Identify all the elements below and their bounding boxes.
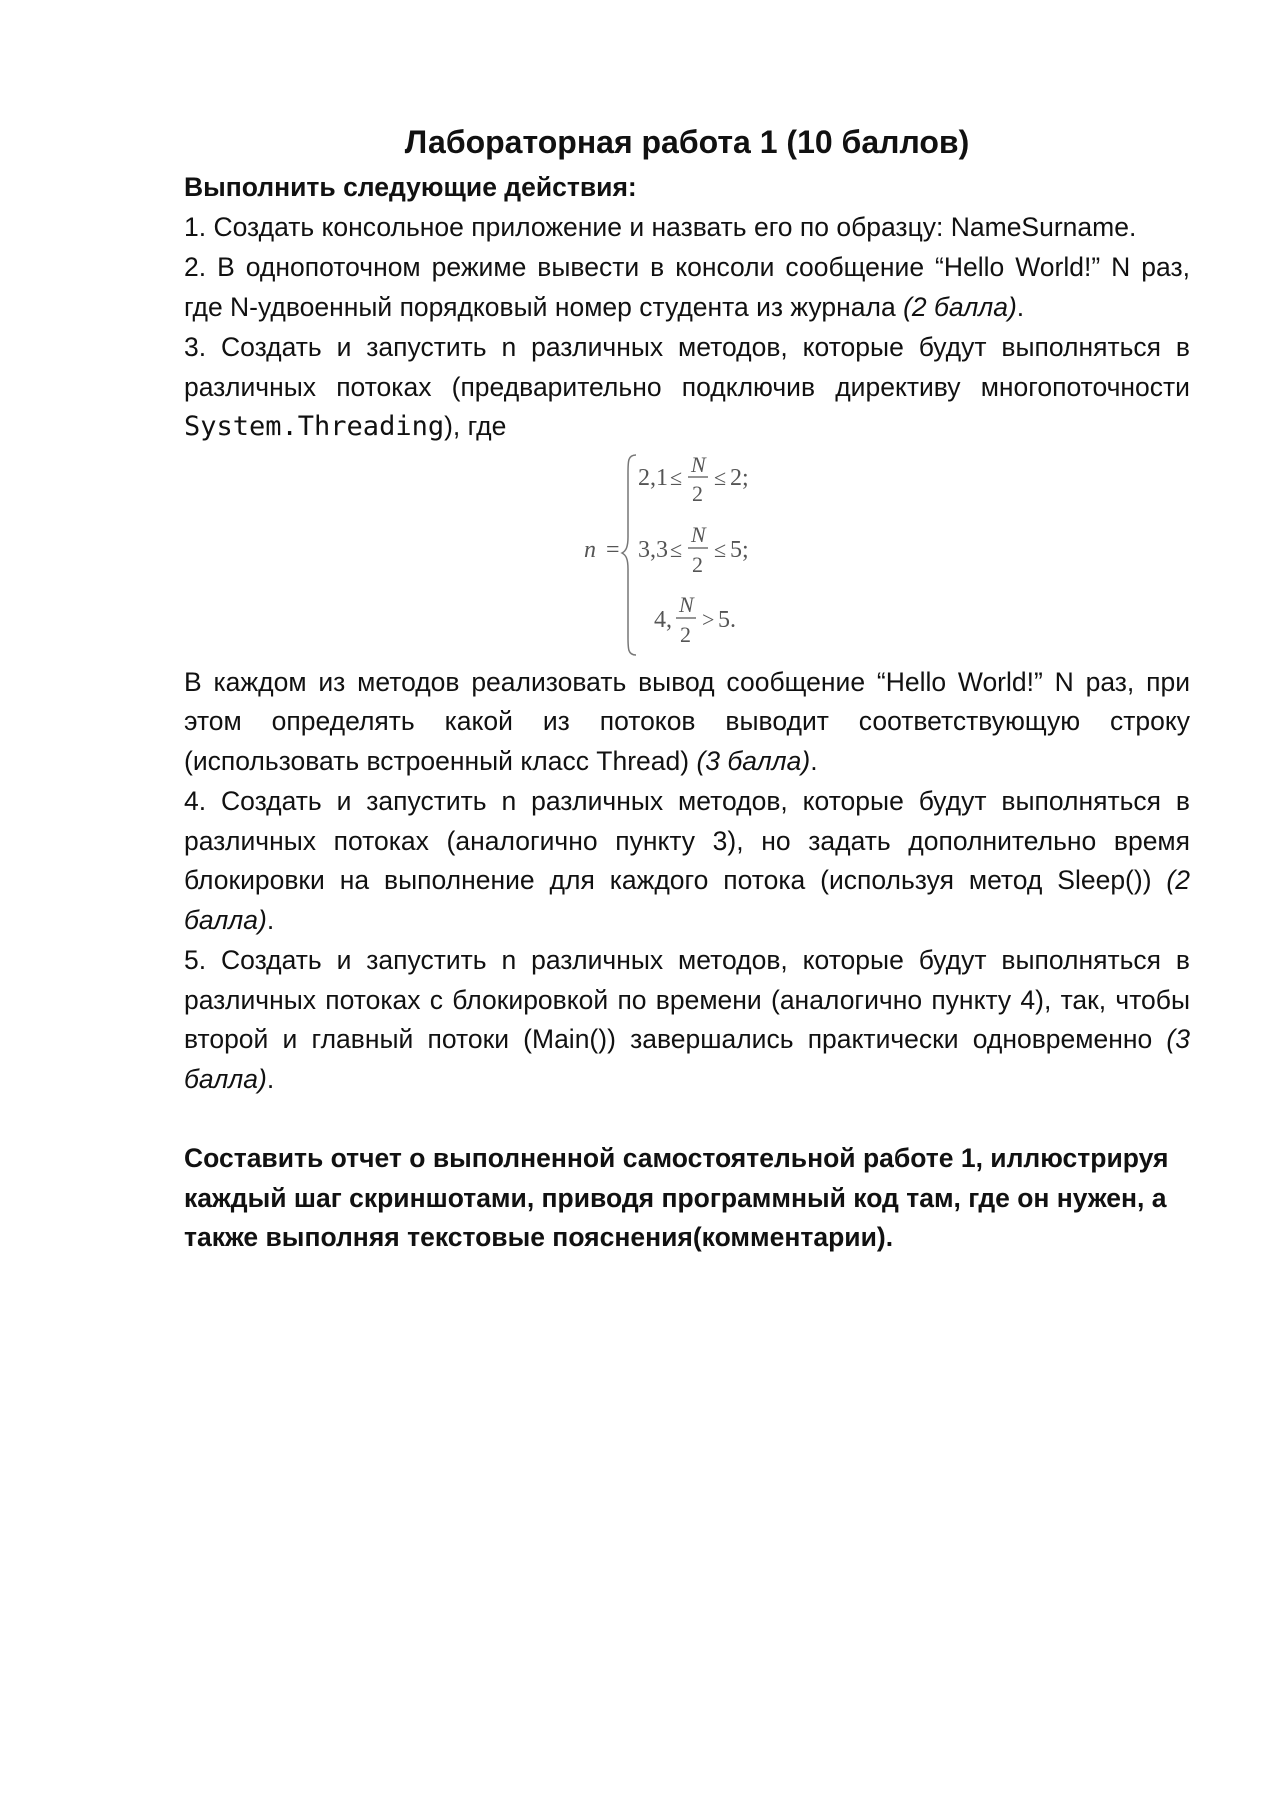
item-4-points: (2 балла) bbox=[184, 865, 1190, 935]
case3-rel2: > bbox=[702, 606, 715, 632]
case1-value: 2,1 bbox=[638, 464, 668, 491]
formula-graphic bbox=[584, 451, 784, 659]
case2-value: 3,3 bbox=[638, 536, 668, 563]
item-5-end: . bbox=[266, 1063, 275, 1094]
report-instructions bbox=[184, 1139, 1190, 1258]
item-4-end: . bbox=[266, 904, 275, 935]
case2-rel1: ≤ bbox=[670, 536, 683, 562]
item-1: 1. Создать консольное приложение и назвать его по образцу: NameSurname. bbox=[184, 211, 1137, 242]
item-3-detail bbox=[184, 663, 1190, 782]
item-3-detail-points: (3 балла) bbox=[696, 745, 811, 776]
item-5-text: 5. Создать и запустить n различных методов, которые будут выполняться в различных потоках с блокировкой по времени (аналогично пункту 4), так, чтобы второй и главный потоки (Main()) завершались практически одновременно bbox=[184, 945, 1190, 1054]
formula-eq: = bbox=[606, 536, 620, 563]
report-line-1: Составить отчет о выполненной самостоятельной работе 1, иллюстрируя bbox=[184, 1143, 1169, 1173]
formula-lhs: n bbox=[584, 536, 596, 563]
document-page bbox=[184, 122, 1190, 1258]
item-5-points: (3 балла) bbox=[184, 1024, 1190, 1094]
case1-rel2: ≤ bbox=[714, 464, 727, 490]
item-2-points: (2 балла) bbox=[903, 291, 1017, 322]
case1-den: 2 bbox=[692, 480, 703, 506]
report-line-3: также выполняя текстовые пояснения(комментарии). bbox=[184, 1222, 894, 1252]
case1-num: N bbox=[691, 451, 706, 477]
case3-num: N bbox=[679, 591, 694, 617]
formula-brace bbox=[622, 455, 636, 655]
item-3 bbox=[184, 328, 1190, 447]
case3-bound: 5. bbox=[718, 606, 736, 633]
item-4-text: 4. Создать и запустить n различных методов, которые будут выполняться в различных потоках (аналогично пункту 3), но задать дополнительно время блокировки на выполнение для каждого потока (используя метод Sleep()) bbox=[184, 786, 1190, 895]
item-2-end: . bbox=[1016, 291, 1025, 322]
item-3-text: 3. Создать и запустить n различных методов, которые будут выполняться в различных потоках (предварительно подключив директиву многопоточности bbox=[184, 332, 1190, 402]
case3-den: 2 bbox=[680, 621, 691, 647]
page-title: Лабораторная работа 1 (10 баллов) bbox=[404, 124, 970, 160]
case2-rel2: ≤ bbox=[714, 536, 727, 562]
case1-rel1: ≤ bbox=[670, 464, 683, 490]
item-3-detail-end: . bbox=[810, 745, 818, 776]
case2-num: N bbox=[691, 521, 706, 547]
item-4 bbox=[184, 782, 1190, 940]
case2-bound: 5; bbox=[730, 536, 749, 563]
case2-den: 2 bbox=[692, 551, 703, 577]
formula-n-cases bbox=[184, 451, 1190, 659]
item-2 bbox=[184, 248, 1190, 327]
subtitle: Выполнить следующие действия: bbox=[184, 172, 637, 202]
report-line-2: каждый шаг скриншотами, приводя программный код там, где он нужен, а bbox=[184, 1182, 1167, 1213]
item-3-end: ), где bbox=[444, 411, 507, 441]
item-3-detail-text: В каждом из методов реализовать вывод сообщение “Hello World!” N раз, при этом определять какой из потоков выводит соответствующую строку (использовать встроенный класс Thread) bbox=[184, 666, 1190, 776]
item-3-code: System.Threading bbox=[184, 411, 445, 442]
case3-value: 4, bbox=[654, 606, 672, 633]
item-5 bbox=[184, 941, 1190, 1099]
case1-bound: 2; bbox=[730, 464, 749, 491]
item-2-text: 2. В однопоточном режиме вывести в консоли сообщение “Hello World!” N раз, где N-удвоенный порядковый номер студента из журнала bbox=[184, 252, 1190, 322]
